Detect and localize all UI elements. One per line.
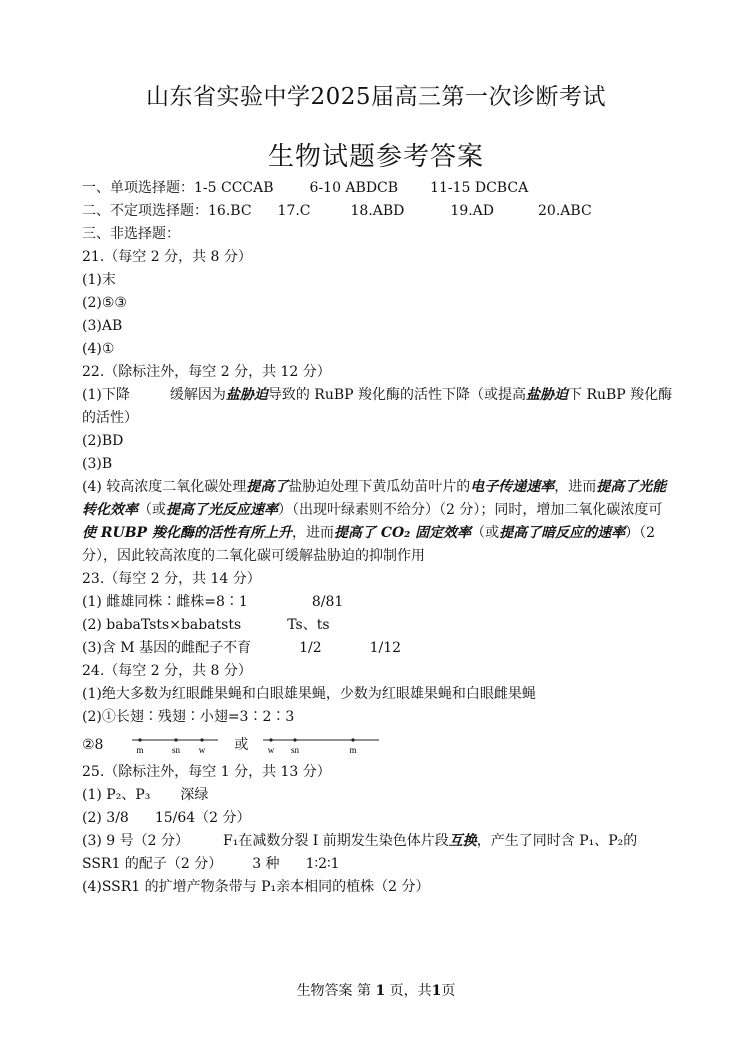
answer-line: (2)BD (82, 433, 124, 449)
locus-label: w (267, 745, 275, 755)
answer-line: (1)绝大多数为红眼雌果蝇和白眼雄果蝇，少数为红眼雄果蝇和白眼雌果蝇 (82, 686, 536, 702)
emphasis-text: 电子传递速率 (470, 479, 555, 495)
or-text: 或 (234, 737, 249, 753)
question-header: 23.（每空 2 分，共 14 分） (82, 571, 261, 587)
question-header: 25.（除标注外，每空 1 分，共 13 分） (82, 764, 331, 780)
answer-text: (3) 9 号（2 分） (82, 833, 189, 849)
answer-text: ，进而 (554, 479, 597, 495)
answer-line: (1)末 (82, 272, 116, 288)
answer-group: 6-10 ABDCB (309, 180, 399, 196)
answer-text: ）（2 分），因此较高浓度的二氧化碳可缓解盐胁迫的抑制作用 (82, 525, 656, 564)
answer-text: (2) babaTsts×babatsts (82, 617, 242, 633)
page-total: 1 (431, 983, 442, 999)
answer-line: (2)①长翅∶残翅∶小翅=3∶2∶3 (82, 709, 295, 725)
answer-text: (1)下降 (82, 387, 130, 403)
answer-text: 盐胁迫处理下黄瓜幼苗叶片的 (288, 479, 471, 495)
answer-line: (4)① (82, 341, 115, 357)
answer-group: 17.C (277, 203, 311, 219)
locus-dot (269, 738, 272, 741)
answer-text: 下 RuBP 羧化酶的活性） (82, 387, 673, 426)
emphasis-text: 使 RUBP 羧化酶的活性有所上升 (82, 525, 292, 541)
locus-label: m (136, 745, 144, 755)
emphasis-text: 提高了光能转化效率 (82, 479, 667, 518)
locus-label: m (349, 745, 357, 755)
answer-group: 1-5 CCCAB (194, 180, 274, 196)
answer-line (82, 591, 674, 614)
answer-text: ）（出现叶绿素则不给分）（2 分）；同时，增加二氧化碳浓度可 (278, 502, 663, 518)
answer-text: 3 种 (252, 856, 280, 872)
exam-title: 山东省实验中学2025届高三第一次诊断考试 (145, 84, 607, 110)
answer-text: 缓解因为 (169, 387, 226, 403)
section-multi-choice (82, 200, 674, 223)
page-footer (0, 980, 752, 1000)
section-single-choice (82, 177, 674, 200)
emphasis-text: 互换 (448, 833, 477, 849)
document-subtitle: 生物试题参考答案 (267, 142, 484, 172)
answer-text: Ts、ts (287, 617, 330, 633)
footer-text: 生物答案 第 (296, 983, 372, 999)
answer-group: 19.AD (450, 203, 495, 219)
answer-text: 1/12 (369, 640, 402, 656)
locus-label: sn (171, 745, 180, 755)
answer-text: 15/64（2 分） (154, 810, 251, 826)
locus-dot (351, 738, 354, 741)
emphasis-text: 盐胁迫 (225, 387, 268, 403)
section-label: 二、不定项选择题： (82, 203, 208, 219)
answer-text: 1∶2∶1 (305, 856, 340, 872)
answer-text: ，进而 (291, 525, 334, 541)
gene-map-diagram-2 (261, 734, 381, 756)
answer-line: (3)AB (82, 318, 123, 334)
answer-line: (4)SSR1 的扩增产物条带与 P₁亲本相同的植株（2 分） (82, 879, 430, 895)
emphasis-text: 提高了 (246, 479, 289, 495)
answer-text: F₁在减数分裂 I 前期发生染色体片段 (223, 833, 449, 849)
answer-line: (3)B (82, 456, 113, 472)
emphasis-text: 提高了光反应速率 (166, 502, 278, 518)
locus-dot (174, 738, 177, 741)
answer-text: ②8 (82, 737, 104, 753)
answer-line (82, 807, 674, 830)
answer-text: (1) 雌雄同株∶雌株=8∶1 (82, 594, 248, 610)
answer-line (82, 637, 674, 660)
answer-line (82, 614, 674, 637)
gene-map-diagram-1 (130, 734, 220, 756)
answer-group: 20.ABC (538, 203, 592, 219)
locus-dot (138, 738, 141, 741)
answer-paragraph (82, 384, 674, 430)
emphasis-text: 提高了 CO₂ 固定效率 (333, 525, 472, 541)
answer-group: 16.BC (208, 203, 252, 219)
question-header: 22.（除标注外，每空 2 分，共 12 分） (82, 364, 331, 380)
answer-text: 1/2 (299, 640, 322, 656)
answer-text: 8/81 (311, 594, 344, 610)
answer-text: (2) 3/8 (82, 810, 129, 826)
footer-text: 页 (441, 983, 456, 999)
answer-line: (2)⑤③ (82, 295, 127, 311)
answer-text: (1) P₂、P₃ (82, 787, 151, 803)
locus-label: sn (290, 745, 299, 755)
answer-text: ，产生了同时含 P₁、P₂的 SSR1 的配子（2 分） (82, 833, 638, 872)
answer-group: 11-15 DCBCA (430, 180, 529, 196)
answer-text: （或 (471, 525, 500, 541)
emphasis-text: 提高了暗反应的速率 (499, 525, 626, 541)
section-label: 三、非选择题： (82, 226, 180, 242)
answer-group: 18.ABD (350, 203, 405, 219)
footer-text: 页，共 (389, 983, 432, 999)
emphasis-text: 盐胁迫 (526, 387, 569, 403)
answer-text: 导致的 RuBP 羧化酶的活性下降（或提高 (267, 387, 527, 403)
answer-text: （或 (138, 502, 166, 518)
answer-line (82, 784, 674, 807)
page-number: 1 (375, 983, 386, 999)
answer-paragraph (82, 830, 674, 876)
answer-content (82, 177, 674, 899)
answer-text: (3)含 M 基因的雌配子不育 (82, 640, 252, 656)
locus-dot (293, 738, 296, 741)
section-label: 一、单项选择题： (82, 180, 194, 196)
locus-dot (200, 738, 203, 741)
locus-label: w (198, 745, 206, 755)
answer-line (82, 729, 674, 761)
answer-text: (4) 较高浓度二氧化碳处理 (82, 479, 247, 495)
answer-paragraph (82, 476, 674, 568)
answer-text: 深绿 (180, 787, 209, 803)
question-header: 24.（每空 2 分，共 8 分） (82, 663, 252, 679)
question-header: 21.（每空 2 分，共 8 分） (82, 249, 252, 265)
